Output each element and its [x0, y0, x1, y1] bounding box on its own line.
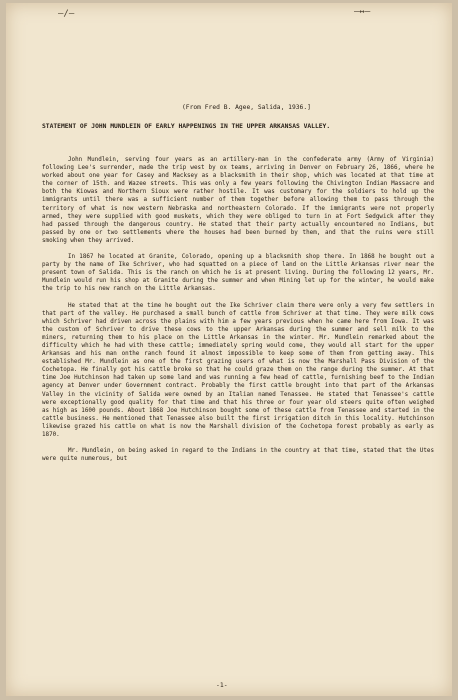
- pencil-mark-right: —↔—: [354, 7, 371, 17]
- page-number: -1-: [216, 681, 228, 689]
- paragraph-1: John Mundlein, serving four years as an artillery-man in the confederate army (Army of Virginia) following Lee's surrender, made the trip west by ox teams, arriving in Denver on February 26, 1866, where he worked about one year for Casey and Macksey as a blacksmith in their shop, which was located at that time at the corner of 15th. and Wazee streets. This was only a few years following the Chivington Indian Massacre and both the Kiowas and Northern Sioux were rather hostile. It was customary for the soldiers to hold up the immigrants until there was a sufficient number of them together before allowing them to pass through the territory of what is now western Nebraska and northeastern Colorado. If the immigrants were not properly armed, they were supplied with good muskets, which they were obliged to turn in at Fort Sedgwick after they had passed through the dangerous country. He stated that their party actually encountered no Indians, but passed by one or two settlements where the houses had been burned by them, and that the ruins were still smoking when they arrived.: [42, 157, 434, 244]
- document-title: STATEMENT OF JOHN MUNDLEIN OF EARLY HAPPENINGS IN THE UPPER ARKANSAS VALLEY.: [42, 123, 331, 130]
- paragraph-2: In 1867 he located at Granite, Colorado, opening up a blacksmith shop there. In 1868 he bought out a party by the name of Ike Schriver, who had squatted on a piece of land on the Little Arkansas river near the present town of Salida. This is the ranch on which he is at present living. During the following 12 years, Mr. Mundlein would run his shop at Granite during the summer and when Mining let up for the winter, he would make the trip to his new ranch on the Little Arkansas.: [42, 254, 434, 293]
- paragraph-3: He stated that at the time he bought out the Ike Schriver claim there were only a very few settlers in that part of the valley. He purchased a small bunch of cattle from Schriver at that time. They were milk cows which Schriver had driven across the plains with him a few years previous when he came here from Iowa. It was the custom of Schriver to drive these cows to the upper Arkansas during the summer and sell milk to the miners, returning them to his place on the Little Arkansas in the winter. Mr. Mundlein remarked about the difficulty which he had with these cattle; immediately spring would come, they would all start for the upper Arkansas and his man onthe ranch found it almost impossible to keep some of them from getting away. This established Mr. Mundlein as one of the first grazing users of what is now the Marshall Pass Division of the Cochetopa. He finally got his cattle broke so that he could graze them on the range during the summer. At that time Joe Hutchinson had taken up some land and was running a few head of cattle, furnishing beef to the Indian agency at Denver under Government contract. Probably the first cattle brought into that part of the Arkansas Valley in the vicinity of Salida were owned by an Italian named Tenassee. He stated that Tenassee's cattle were exceptionally good quality for that time and that his three or four year old steers quite often weighed as high as 1600 pounds. About 1868 Joe Hutchinson bought some of these cattle from Tenassee and started in the cattle business. He mentioned that Tenassee also built the first irrigation ditch in this locality. Hutchinson likewise grazed his cattle on what is now the Marshall division of the Cochetopa forest probably as early as 1870.: [42, 302, 434, 438]
- document-body: [42, 156, 434, 471]
- source-line: (From Fred B. Agee, Salida, 1936.]: [182, 104, 311, 111]
- paragraph-4: Mr. Mundlein, on being asked in regard to the Indians in the country at that time, stated that the Utes were quite numerous, but: [42, 448, 434, 463]
- document-page: [6, 3, 452, 696]
- pencil-mark-left: —/—: [58, 9, 75, 19]
